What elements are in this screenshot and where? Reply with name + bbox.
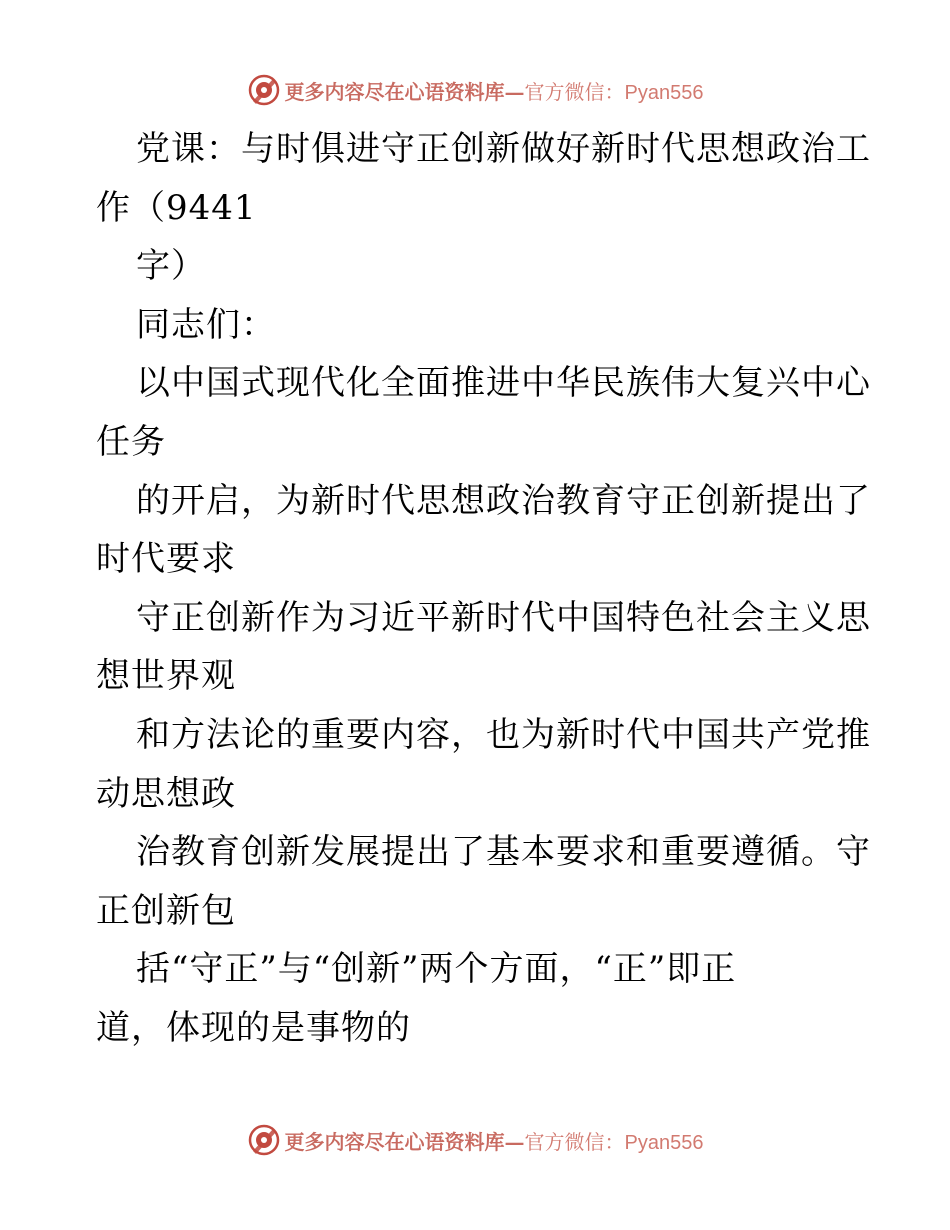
banner-text	[285, 1126, 704, 1155]
body-line: 以中国式现代化全面推进中华民族伟大复兴中心	[136, 363, 871, 404]
body-line: 道，体现的是事物的	[96, 1007, 411, 1048]
body-line: 时代要求	[96, 539, 236, 580]
header-banner	[0, 70, 950, 110]
body-line: 的开启，为新时代思想政治教育守正创新提出了	[136, 480, 871, 521]
title-line-3: 字）	[136, 246, 206, 287]
salutation: 同志们：	[136, 304, 276, 345]
body-line: 任务	[96, 421, 166, 462]
body-line: 治教育创新发展提出了基本要求和重要遵循。守	[136, 832, 871, 873]
footer-banner	[0, 1120, 950, 1160]
banner-contact: 官方微信：Pyan556	[524, 81, 704, 104]
body-line: 括“守正”与“创新”两个方面，“正”即正	[136, 949, 737, 990]
body-line: 正创新包	[96, 890, 236, 931]
body-line: 想世界观	[96, 656, 236, 697]
quill-seal-logo-icon	[247, 1123, 281, 1157]
banner-contact: 官方微信：Pyan556	[524, 1131, 704, 1154]
body-line: 和方法论的重要内容，也为新时代中国共产党推	[136, 714, 871, 755]
banner-text	[285, 76, 704, 105]
title-line-2: 作（9441	[96, 187, 257, 228]
quill-seal-logo-icon	[247, 73, 281, 107]
document-body	[96, 120, 871, 1058]
title-line-1: 党课：与时俱进守正创新做好新时代思想政治工	[136, 129, 871, 169]
banner-site-name: 更多内容尽在心语资料库—	[284, 79, 525, 104]
banner-site-name: 更多内容尽在心语资料库—	[284, 1129, 525, 1154]
body-line: 动思想政	[96, 773, 236, 814]
body-line: 守正创新作为习近平新时代中国特色社会主义思	[136, 597, 871, 638]
